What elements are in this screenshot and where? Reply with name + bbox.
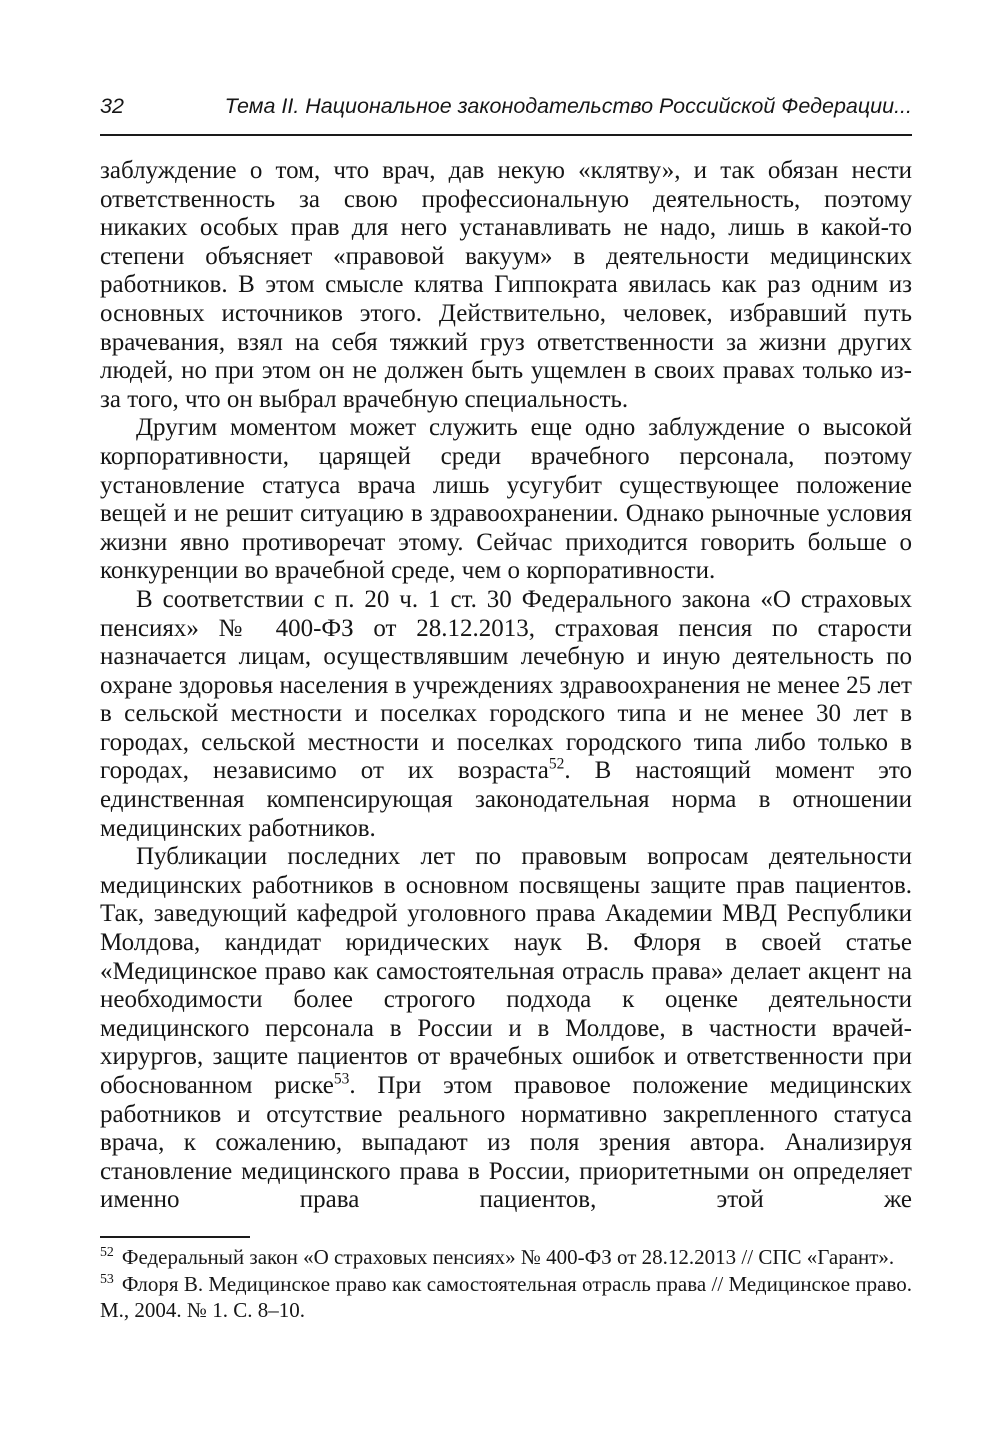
header-rule	[100, 134, 912, 136]
footnote-ref-53: 53	[333, 1070, 350, 1088]
page-number: 32	[100, 94, 124, 118]
footnote-53-text: Флоря В. Медицинское право как самостоятельная отрасль права // Медицинское право. М., 2004. № 1. С. 8–10.	[100, 1271, 912, 1322]
paragraph-1: заблуждение о том, что врач, дав некую «клятву», и так обязан нести ответственность за свою профессиональную деятельность, поэтому никаких особых прав для него устанавливать не надо, лишь в какой-то степени объясняет «правовой вакуум» в деятельности медицинских работников. В этом смысле клятва Гиппократа явилась как раз одним из основных источников этого. Действительно, человек, избравший путь врачевания, взял на себя тяжкий груз ответственности за жизни других людей, но при этом он не должен быть ущемлен в своих правах только из-за того, что он выбрал врачебную специальность.	[100, 157, 912, 413]
paragraph-4	[100, 843, 912, 1215]
paragraph-2: Другим моментом может служить еще одно заблуждение о высокой корпоративности, царящей среди врачебного персонала, поэтому установление статуса врача лишь усугубит существующее положение вещей и не решит ситуацию в здравоохранении. Однако рыночные условия жизни явно противоречат этому. Сейчас приходится говорить больше о конкуренции во врачебной среде, чем о корпоративности.	[100, 414, 912, 585]
footnote-ref-52: 52	[548, 756, 565, 774]
page-header	[100, 94, 912, 118]
paragraph-3-text: В соответствии с п. 20 ч. 1 ст. 30 Федерального закона «О страховых пенсиях» № 400-ФЗ от 28.12.2013, страховая пенсия по старости назначается лицам, осуществлявшим лечебную и иную деятельность по охране здоровья населения в учреждениях здравоохранения не менее 25 лет в сельской местности и поселках городского типа и не менее 30 лет в городах, сельской местности и поселках городского типа либо только в городах, независимо от их возраста	[100, 585, 912, 785]
paragraph-3-text-continued: . В настоящий момент это единственная компенсирующая законодательная норма в отношении медицинских работников.	[100, 757, 912, 842]
paragraph-4-text: Публикации последних лет по правовым вопросам деятельности медицинских работников в основном посвящены защите прав пациентов. Так, заведующий кафедрой уголовного права Академии МВД Республики Молдова, кандидат юридических наук В. Флоря в своей статье «Медицинское право как самостоятельная отрасль права» делает акцент на необходимости более строгого подхода к оценке деятельности медицинского персонала в России и в Молдове, в частности врачей-хирургов, защите пациентов от врачебных ошибок и ответственности при обоснованном риске	[100, 843, 912, 1099]
footnote-53-marker: 53	[100, 1270, 114, 1286]
footnote-52-text: Федеральный закон «О страховых пенсиях» № 400-ФЗ от 28.12.2013 // СПС «Гарант».	[121, 1245, 895, 1269]
running-title: Тема II. Национальное законодательство Российской Федерации...	[224, 94, 912, 118]
paragraph-4-text-continued: . При этом правовое положение медицинских работников и отсутствие реального нормативно закрепленного статуса врача, к сожалению, выпадают из поля зрения автора. Анализируя становление медицинского права в России, приоритетными он определяет именно права пациентов, этой же	[100, 1072, 912, 1214]
footnote-52	[100, 1244, 912, 1271]
footnotes-section	[100, 1236, 912, 1324]
paragraph-3	[100, 586, 912, 843]
footnote-53	[100, 1271, 912, 1324]
footnote-52-marker: 52	[100, 1244, 114, 1259]
body-text	[100, 157, 912, 1215]
footnote-rule	[100, 1236, 250, 1238]
